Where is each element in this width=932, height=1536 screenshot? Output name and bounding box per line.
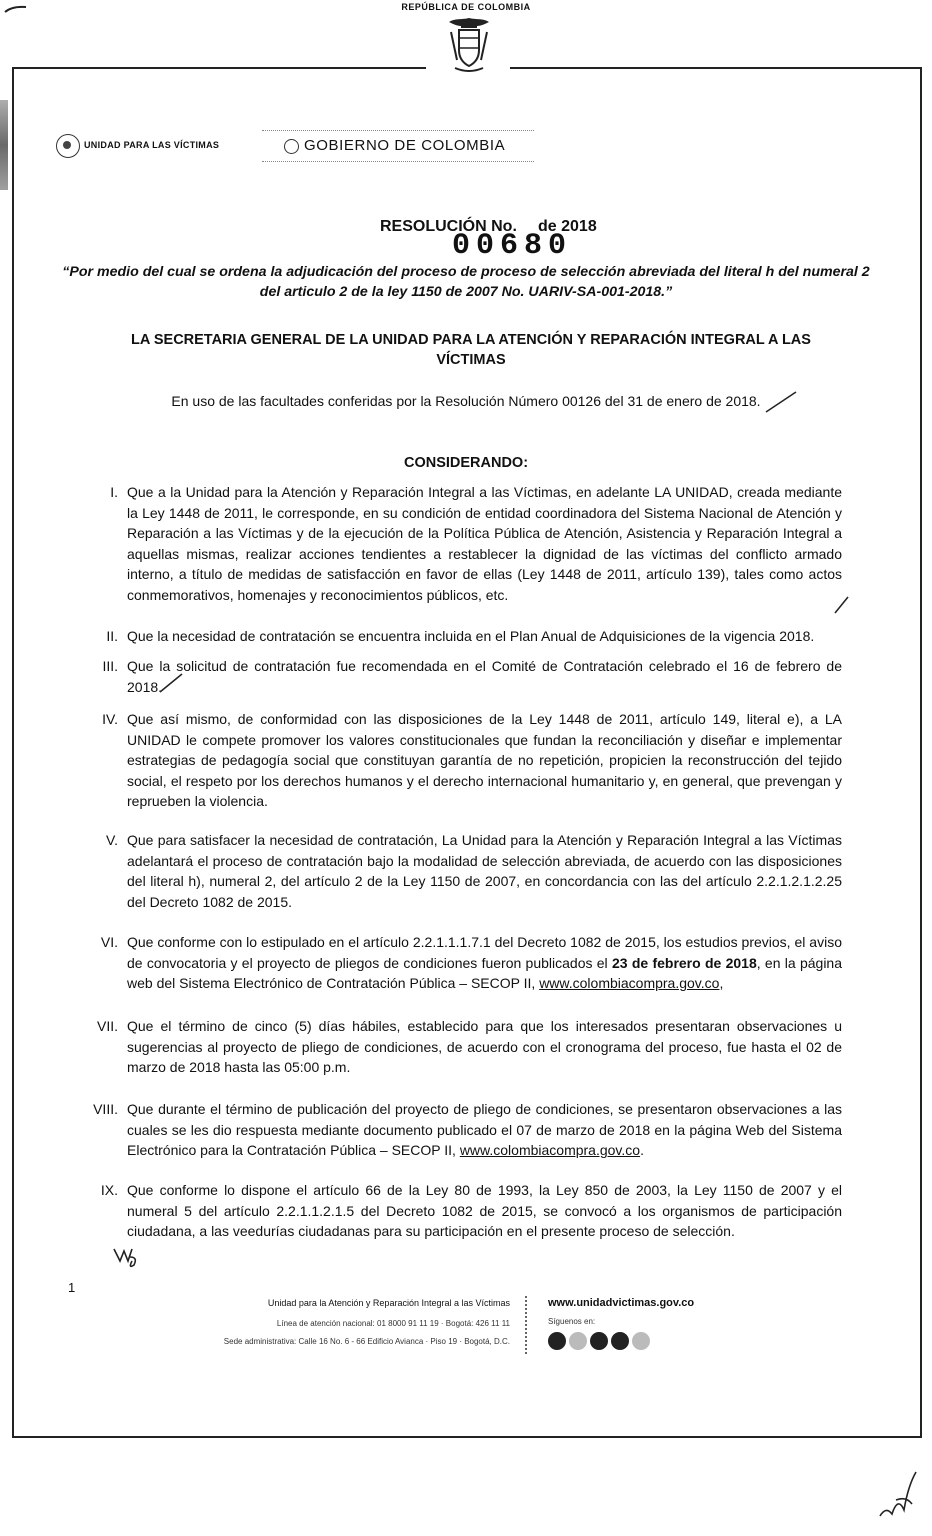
- considerando-item: [78, 1016, 842, 1078]
- item-text: [127, 932, 842, 994]
- item-number: I.: [110, 484, 118, 500]
- item-text-part: .: [640, 1142, 644, 1159]
- frame-top-left: [12, 67, 426, 69]
- conferred-powers: En uso de las facultades conferidas por la Resolución Número 00126 del 31 de enero de 2018.: [171, 393, 761, 409]
- considerando-item: [78, 830, 842, 912]
- item-number: VII.: [96, 1018, 118, 1034]
- frame-top-right: [510, 67, 922, 69]
- item-text: Que así mismo, de conformidad con las disposiciones de la Ley 1448 de 2011, artículo 149, literal e), a LA UNIDAD le compete promover los valores constitucionales que fundan la reconciliación y diseñar e implementar estrategias de pedagogía social que constituyan garantía de no repetición, propicien la reconstrucción del tejido social, el respeto por los derechos humanos y el derecho internacional humanitario y, en general, que prevengan y reprueben la violencia.: [127, 711, 842, 810]
- check-mark-icon: [832, 595, 852, 615]
- check-mark-icon: [158, 672, 184, 694]
- footer-separator: [525, 1296, 527, 1354]
- flickr-icon[interactable]: [611, 1332, 629, 1350]
- considerando-item: [78, 482, 842, 606]
- resolution-title: RESOLUCIÓN No.: [380, 218, 517, 235]
- considerando-item: [78, 1099, 842, 1161]
- handwritten-signature-icon: [876, 1466, 924, 1522]
- footer-follow-label: Síguenos en:: [548, 1317, 596, 1326]
- logo-gobierno-colombia: [262, 130, 534, 162]
- logo-unidad-victimas: [56, 132, 236, 160]
- item-text-part: Que conforme con lo estipulado en el artículo 2.2.1.1.1.7.1 del Decreto 1082 de 2015, los estudios previos, el aviso de convocatoria y el proyecto de pliegos de condiciones fueron publicados el: [127, 934, 842, 971]
- resolution-number-stamp: 00680: [452, 229, 573, 263]
- item-number: VIII.: [93, 1101, 118, 1117]
- item-number: IX.: [100, 1182, 118, 1198]
- issuing-authority: LA SECRETARIA GENERAL DE LA UNIDAD PARA LA ATENCIÓN Y REPARACIÓN INTEGRAL A LAS VÍCTIMAS: [131, 332, 811, 368]
- frame-right: [920, 67, 922, 1437]
- footer-phone: Línea de atención nacional: 01 8000 91 11 19 · Bogotá: 426 11 11: [276, 1319, 510, 1328]
- item-text: [127, 1099, 842, 1161]
- coat-of-arms-icon: [441, 14, 497, 76]
- considerando-item: [78, 626, 842, 647]
- handwritten-initials-icon: [112, 1243, 142, 1269]
- item-text: Que a la Unidad para la Atención y Reparación Integral a las Víctimas, en adelante LA UNIDAD, creada mediante la Ley 1448 de 2011, le corresponde, en su condición de entidad coordinadora del Sistema Nacional de Atención y Reparación a las Víctimas y de la ejecución de la Política Pública de Atención, Asistencia y Reparación Integral a aquellas mismas, realizar acciones tendientes a restablecer la dignidad de las víctimas del conflicto armado interno, a título de medidas de satisfacción en favor de ellas (Ley 1448 de 2011, artículo 139), tales como actos conmemorativos, homenajes y reconocimientos públicos, etc.: [127, 484, 842, 603]
- pen-mark-icon: [4, 4, 28, 14]
- youtube-icon[interactable]: [590, 1332, 608, 1350]
- item-number: V.: [106, 832, 118, 848]
- item-text: Que para satisfacer la necesidad de contratación, La Unidad para la Atención y Reparación Integral a las Víctimas adelantará el proceso de contratación bajo la modalidad de selección abreviada, de acuerdo con las disposiciones del literal h), numeral 2, del artículo 2 de la Ley 1150 de 2007, en concordancia con las del artículo 2.2.1.2.1.2.25 del Decreto 1082 de 2015.: [127, 832, 842, 910]
- item-number: III.: [102, 658, 118, 674]
- social-icons: [548, 1332, 653, 1352]
- scan-artifact: [0, 100, 8, 190]
- item-text-part: ,: [719, 975, 724, 992]
- considerando-heading: CONSIDERANDO:: [403, 455, 529, 471]
- item-number: IV.: [102, 711, 118, 727]
- considerando-item: [78, 932, 842, 994]
- logo-gobierno-text: GOBIERNO DE COLOMBIA: [304, 137, 506, 154]
- item-text: Que la solicitud de contratación fue recomendada en el Comité de Contratación celebrado el 16 de febrero de 2018.: [127, 658, 842, 695]
- item-text: Que el término de cinco (5) días hábiles, establecido para que los interesados presentaran observaciones u sugerencias al proyecto de pliego de condiciones, de acuerdo con el cronograma del proceso, fue hasta el 02 de marzo de 2018 hasta las 05:00 p.m.: [127, 1018, 842, 1076]
- country-header: REPÚBLICA DE COLOMBIA: [401, 2, 531, 12]
- unidad-seal-icon: [56, 134, 80, 158]
- check-mark-icon: [764, 390, 798, 414]
- considerando-item: [78, 1180, 842, 1242]
- considerando-item: [78, 656, 842, 697]
- item-number: II.: [106, 628, 118, 644]
- footer-website-link[interactable]: www.unidadvictimas.gov.co: [548, 1297, 695, 1309]
- resolution-year: de 2018: [538, 218, 597, 235]
- item-text-part: Que durante el término de publicación del proyecto de pliego de condiciones, se presentaron observaciones a las cuales se les dio respuesta mediante documento publicado el 07 de marzo de 2018 en la página Web del Sistema Electrónico para la Contratación Pública – SECOP II,: [127, 1101, 842, 1159]
- gobierno-seal-icon: [284, 139, 299, 154]
- item-text: Que conforme lo dispone el artículo 66 de la Ley 80 de 1993, la Ley 850 de 2003, la Ley 1150 de 2007 y el numeral 5 del artículo 2.2.1.1.2.1.5 del Decreto 1082 de 2015, se convocó a los organismos de participación ciudadana, a las veedurías ciudadanas para su participación en el presente proceso de selección.: [127, 1182, 842, 1240]
- footer-entity-name: Unidad para la Atención y Reparación Integral a las Víctimas: [267, 1298, 510, 1308]
- instagram-icon[interactable]: [632, 1332, 650, 1350]
- item-number: VI.: [100, 934, 118, 950]
- item-text-part: , en la página web del Sistema Electrónico de Contratación Pública – SECOP II,: [127, 954, 843, 992]
- logo-unidad-text: UNIDAD PARA LAS VÍCTIMAS: [84, 140, 220, 150]
- secop-link[interactable]: www.colombiacompra.gov.co: [459, 1142, 641, 1159]
- frame-bottom: [12, 1436, 922, 1438]
- twitter-icon[interactable]: [569, 1332, 587, 1350]
- publication-date: 23 de febrero de 2018: [611, 954, 757, 971]
- footer-address: Sede administrativa: Calle 16 No. 6 - 66 Edificio Avianca · Piso 19 · Bogotá, D.C.: [223, 1337, 510, 1346]
- frame-left: [12, 67, 14, 1437]
- considerando-item: [78, 709, 842, 812]
- page-number: 1: [68, 1280, 76, 1295]
- facebook-icon[interactable]: [548, 1332, 566, 1350]
- resolution-subject: “Por medio del cual se ordena la adjudicación del proceso de proceso de selección abreviada del literal h del numeral 2 del articulo 2 de la ley 1150 de 2007 No. UARIV-SA-001-2018.”: [62, 264, 870, 300]
- secop-link[interactable]: www.colombiacompra.gov.co: [539, 975, 720, 992]
- item-text: Que la necesidad de contratación se encuentra incluida en el Plan Anual de Adquisiciones de la vigencia 2018.: [127, 628, 815, 644]
